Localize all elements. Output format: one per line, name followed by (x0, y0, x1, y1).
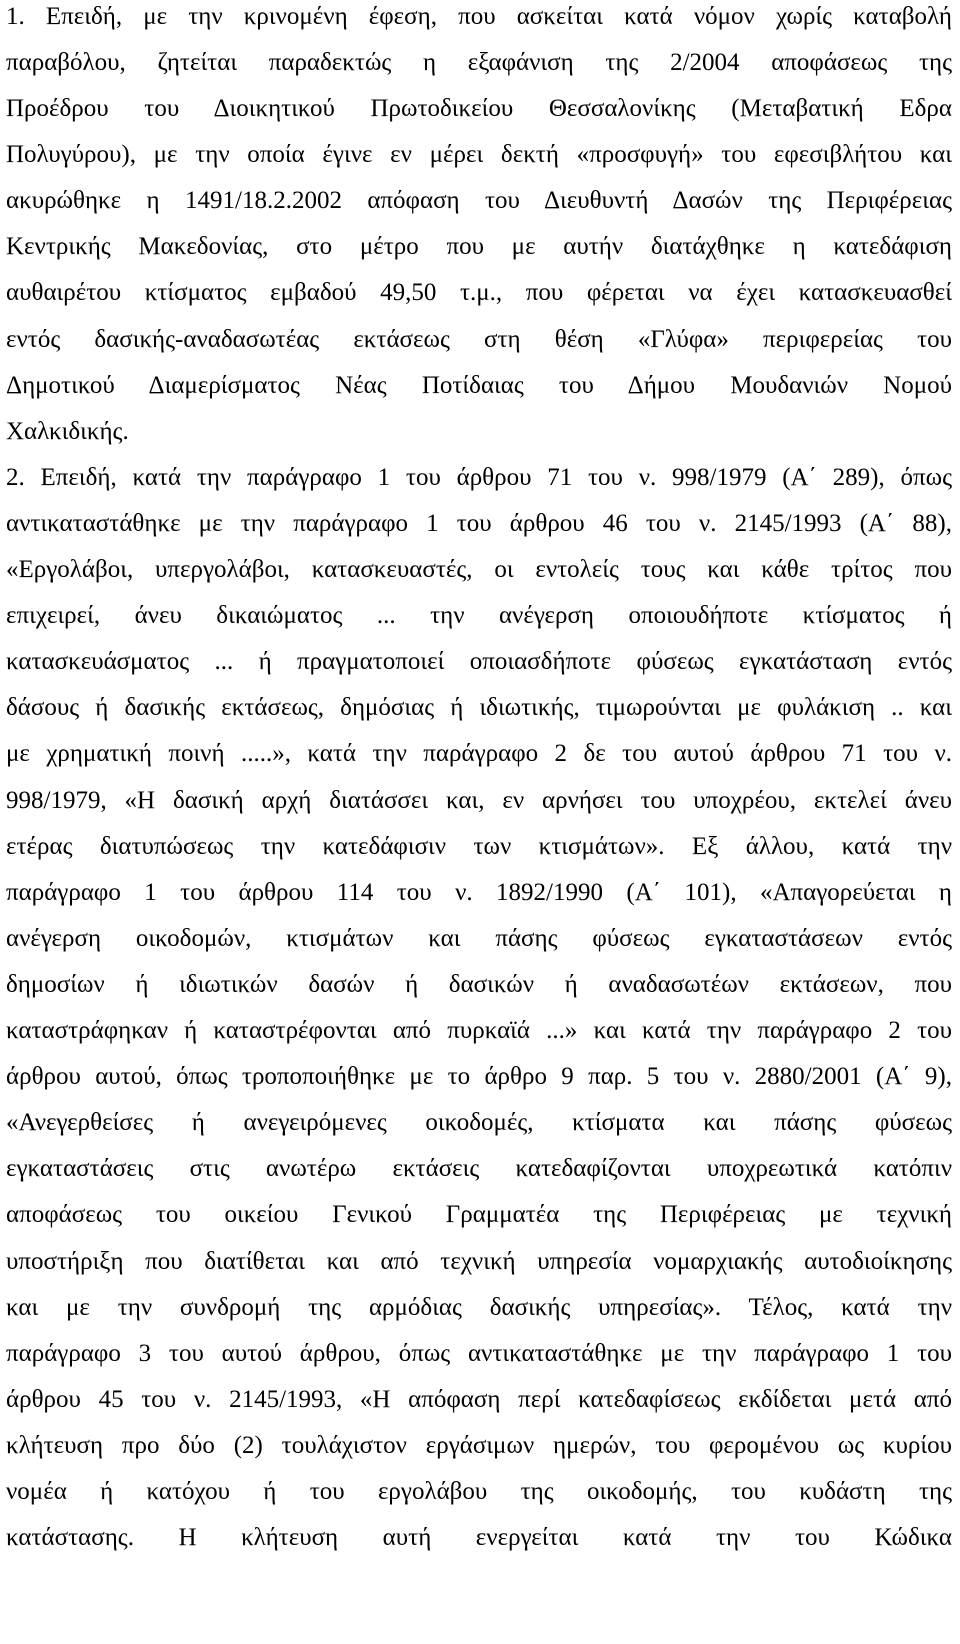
text-line: ετέρας διατυπώσεως την κατεδάφισιν των κτισμάτων». Εξ άλλου, κατά την (6, 833, 952, 860)
text-line: 1. Επειδή, με την κρινομένη έφεση, που ασκείται κατά νόμον χωρίς καταβολή (6, 3, 952, 30)
text-line: παράγραφο 1 του άρθρου 114 του ν. 1892/1990 (Α΄ 101), «Απαγορεύεται η (6, 879, 952, 906)
text-line: Προέδρου του Διοικητικού Πρωτοδικείου Θεσσαλονίκης (Μεταβατική Εδρα (6, 95, 952, 122)
text-line: καταστράφηκαν ή καταστρέφονται από πυρκαϊά ...» και κατά την παράγραφο 2 του (6, 1017, 952, 1044)
text-line: νομέα ή κατόχου ή του εργολάβου της οικοδομής, του κυδάστη της (6, 1478, 952, 1505)
text-line: υποστήριξη που διατίθεται και από τεχνική υπηρεσία νομαρχιακής αυτοδιοίκησης (6, 1248, 952, 1275)
text-line: άρθρου 45 του ν. 2145/1993, «Η απόφαση περί κατεδαφίσεως εκδίδεται μετά από (6, 1386, 952, 1413)
text-line: ανέγερση οικοδομών, κτισμάτων και πάσης φύσεως εγκαταστάσεων εντός (6, 925, 952, 952)
text-line: 2. Επειδή, κατά την παράγραφο 1 του άρθρου 71 του ν. 998/1979 (Α΄ 289), όπως (6, 464, 952, 491)
text-line: με χρηματική ποινή .....», κατά την παράγραφο 2 δε του αυτού άρθρου 71 του ν. (6, 740, 952, 767)
text-line: «Ανεγερθείσες ή ανεγειρόμενες οικοδομές, κτίσματα και πάσης φύσεως (6, 1109, 952, 1136)
text-line: 998/1979, «Η δασική αρχή διατάσσει και, εν αρνήσει του υποχρέου, εκτελεί άνευ (6, 787, 952, 814)
text-line: παράγραφο 3 του αυτού άρθρου, όπως αντικαταστάθηκε με την παράγραφο 1 του (6, 1340, 952, 1367)
text-line: αντικαταστάθηκε με την παράγραφο 1 του άρθρου 46 του ν. 2145/1993 (Α΄ 88), (6, 510, 952, 537)
text-line: Κεντρικής Μακεδονίας, στο μέτρο που με αυτήν διατάχθηκε η κατεδάφιση (6, 233, 952, 260)
text-line: εντός δασικής-αναδασωτέας εκτάσεως στη θέση «Γλύφα» περιφερείας του (6, 326, 952, 353)
text-line: αυθαιρέτου κτίσματος εμβαδού 49,50 τ.μ., που φέρεται να έχει κατασκευασθεί (6, 279, 952, 306)
text-line: Δημοτικού Διαμερίσματος Νέας Ποτίδαιας του Δήμου Μουδανιών Νομού (6, 372, 952, 399)
text-line: εγκαταστάσεις στις ανωτέρω εκτάσεις κατεδαφίζονται υποχρεωτικά κατόπιν (6, 1155, 952, 1182)
text-line: δάσους ή δασικής εκτάσεως, δημόσιας ή ιδιωτικής, τιμωρούνται με φυλάκιση .. και (6, 694, 952, 721)
text-line: κατάστασης. Η κλήτευση αυτή ενεργείται κατά την του Κώδικα (6, 1524, 952, 1551)
text-line: ακυρώθηκε η 1491/18.2.2002 απόφαση του Διευθυντή Δασών της Περιφέρειας (6, 187, 952, 214)
text-line: κατασκευάσματος ... ή πραγματοποιεί οποιασδήποτε φύσεως εγκατάσταση εντός (6, 648, 952, 675)
text-line: αποφάσεως του οικείου Γενικού Γραμματέα της Περιφέρειας με τεχνική (6, 1201, 952, 1228)
text-line: και με την συνδρομή της αρμόδιας δασικής υπηρεσίας». Τέλος, κατά την (6, 1294, 952, 1321)
text-line: δημοσίων ή ιδιωτικών δασών ή δασικών ή αναδασωτέων εκτάσεων, που (6, 971, 952, 998)
text-line: επιχειρεί, άνευ δικαιώματος ... την ανέγερση οποιουδήποτε κτίσματος ή (6, 602, 952, 629)
text-line: Πολυγύρου), με την οποία έγινε εν μέρει δεκτή «προσφυγή» του εφεσιβλήτου και (6, 141, 952, 168)
text-line: άρθρου αυτού, όπως τροποποιήθηκε με το άρθρο 9 παρ. 5 του ν. 2880/2001 (Α΄ 9), (6, 1063, 952, 1090)
text-line: παραβόλου, ζητείται παραδεκτώς η εξαφάνιση της 2/2004 αποφάσεως της (6, 49, 952, 76)
text-line: κλήτευση προ δύο (2) τουλάχιστον εργάσιμων ημερών, του φερομένου ως κυρίου (6, 1432, 952, 1459)
text-line: «Εργολάβοι, υπεργολάβοι, κατασκευαστές, οι εντολείς τους και κάθε τρίτος που (6, 556, 952, 583)
text-line: Χαλκιδικής. (6, 418, 129, 445)
